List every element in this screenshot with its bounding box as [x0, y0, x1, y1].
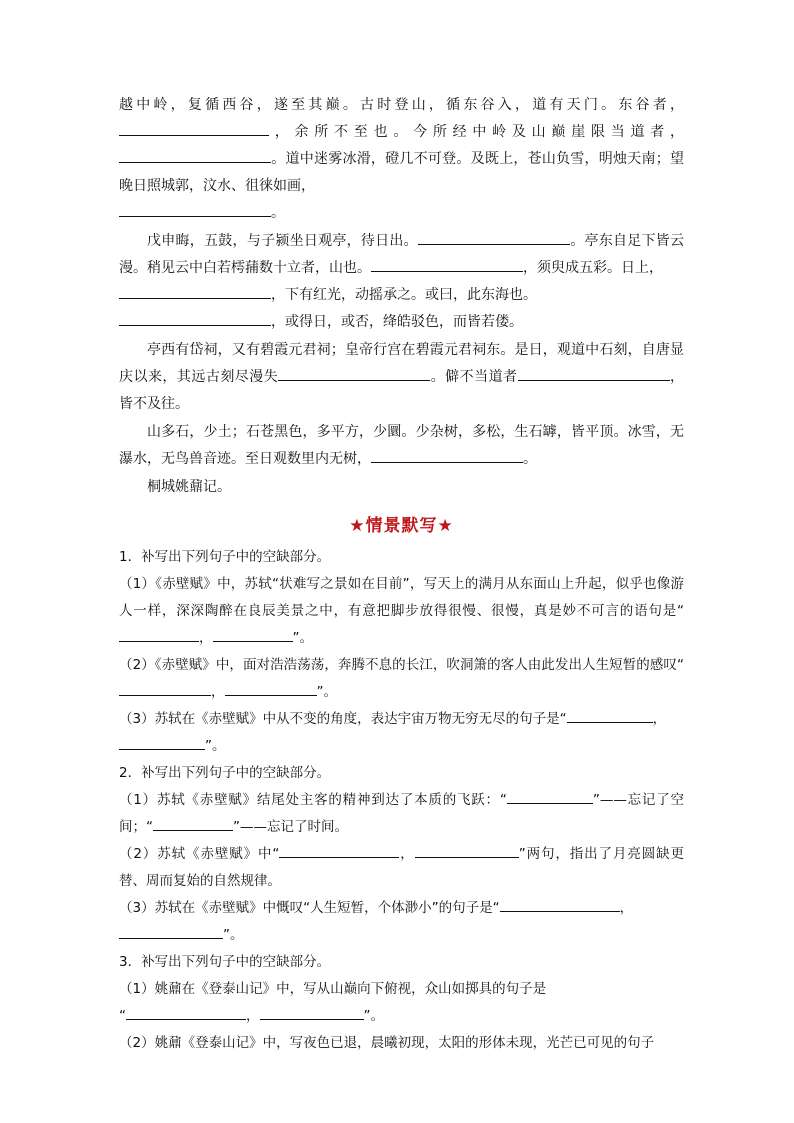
answer-blank[interactable] — [567, 710, 653, 723]
answer-blank[interactable] — [260, 1007, 364, 1020]
question-text: ”——忘记了空间；“ — [119, 792, 684, 835]
question-text: ”。 — [292, 630, 313, 646]
question-text: （1）苏轼《赤壁赋》结尾处主客的精神到达了本质的飞跃：“ — [119, 792, 507, 808]
answer-blank[interactable] — [213, 629, 293, 642]
question-text: ”。 — [223, 927, 244, 943]
passage-signature: 桐城姚鼐记。 — [147, 479, 231, 495]
question-text: （2）《赤壁赋》中，面对浩浩荡荡，奔腾不息的长江，吹洞箫的客人由此发出人生短暂的感叹“ — [119, 657, 684, 673]
passage-paragraph-3 — [119, 337, 684, 418]
question-item — [119, 976, 684, 1030]
question-text: ， — [652, 711, 667, 727]
question-text: ， — [619, 900, 634, 916]
question-item — [119, 571, 684, 652]
question-title: 3．补写出下列句子中的空缺部分。 — [119, 954, 331, 970]
answer-blank[interactable] — [371, 259, 523, 272]
question-text: （1）姚鼐在《登泰山记》中，写从山巅向下俯视，众山如掷具的句子是 — [119, 981, 547, 997]
passage-text: 戊申晦，五鼓，与子颍坐日观亭，待日出。 — [147, 233, 418, 249]
answer-blank[interactable] — [415, 845, 519, 858]
answer-blank[interactable] — [371, 450, 523, 463]
document-content — [119, 92, 684, 1057]
passage-paragraph-4 — [119, 419, 684, 473]
passage-text: 山多石，少土；石苍黑色，多平方，少圜。少杂树，多松，生石罅，皆平顶。冰雪，无瀑水，无鸟兽音迹。至日观数里内无树， — [119, 424, 684, 467]
question-text: ”。 — [316, 684, 337, 700]
question-text: ， — [399, 846, 415, 862]
passage-text: 。 — [523, 451, 537, 467]
section-title: ★情景默写★ — [349, 516, 454, 536]
passage-paragraph-2 — [119, 228, 684, 336]
question-text: （2）姚鼐《登泰山记》中，写夜色已退，晨曦初现，太阳的形体未现，光芒已可见的句子 — [119, 1035, 655, 1051]
answer-blank[interactable] — [518, 368, 670, 381]
answer-blank[interactable] — [119, 313, 271, 326]
question-text: ”两句，指出了月亮圆缺更替、周而复始的自然规律。 — [119, 846, 685, 889]
question-text: ， — [246, 1008, 260, 1024]
answer-blank[interactable] — [507, 791, 593, 804]
question-text: ”——忘记了时间。 — [233, 819, 348, 835]
passage-paragraph-1 — [119, 92, 684, 227]
question-item — [119, 895, 684, 949]
passage-text: ，皆不及往。 — [119, 369, 685, 412]
passage-text: ，须臾成五彩。日上， — [523, 260, 663, 276]
answer-blank[interactable] — [500, 899, 620, 912]
question-text: ， — [211, 684, 225, 700]
passage-text: ，余所不至也。今所经中岭及山巅崖限当道者， — [269, 124, 684, 140]
question-text: ”。 — [363, 1008, 384, 1024]
answer-blank[interactable] — [119, 737, 205, 750]
question-text: ， — [199, 630, 213, 646]
question-text: （1）《赤壁赋》中，苏轼“状难写之景如在目前”，写天上的满月从东面山上升起，似乎也像游人一样，深深陶醉在良辰美景之中，有意把脚步放得很慢、很慢，真是妙不可言的语句是“ — [119, 576, 684, 619]
question-item — [119, 787, 684, 841]
answer-blank[interactable] — [119, 150, 271, 163]
question-title: 2．补写出下列句子中的空缺部分。 — [119, 765, 331, 781]
passage-text: 亭西有岱祠，又有碧霞元君祠；皇帝行宫在碧霞元君祠东。是日，观道中石刻，自唐显庆以来，其远古刻尽漫失 — [119, 342, 684, 385]
passage-text: 越中岭，复循西谷，遂至其巅。古时登山，循东谷入，道有天门。东谷者， — [119, 97, 684, 113]
answer-blank[interactable] — [119, 683, 211, 696]
answer-blank[interactable] — [126, 1007, 246, 1020]
question-title: 1．补写出下列句子中的空缺部分。 — [119, 549, 331, 565]
question-item — [119, 706, 684, 760]
question-item — [119, 652, 684, 706]
question-text: （3）苏轼在《赤壁赋》中从不变的角度，表达宇宙万物无穷无尽的句子是“ — [119, 711, 567, 727]
passage-text: 。僻不当道者 — [430, 369, 518, 385]
passage-text: ，下有红光，动摇承之。或曰，此东海也。 — [271, 287, 537, 303]
passage-text: 。亭东自足下皆云漫。稍见云中白若樗蒱数十立者，山也。 — [119, 233, 685, 276]
answer-blank[interactable] — [119, 286, 271, 299]
passage-text: 。道中迷雾冰滑，磴几不可登。及既上，苍山负雪，明烛天南；望晚日照城郭，汶水、徂徕如画， — [119, 151, 684, 194]
question-text: （2）苏轼《赤壁赋》中“ — [119, 846, 280, 862]
question-item — [119, 1030, 684, 1057]
answer-blank[interactable] — [278, 368, 430, 381]
answer-blank[interactable] — [119, 926, 223, 939]
question-text: ”。 — [205, 738, 226, 754]
answer-blank[interactable] — [119, 123, 269, 136]
answer-blank[interactable] — [153, 818, 233, 831]
answer-blank[interactable] — [418, 232, 570, 245]
question-text: “ — [119, 1008, 126, 1024]
question-item — [119, 841, 684, 895]
answer-blank[interactable] — [119, 629, 199, 642]
answer-blank[interactable] — [225, 683, 317, 696]
answer-blank[interactable] — [119, 204, 271, 217]
passage-text: ，或得日，或否，绛皓驳色，而皆若偻。 — [271, 314, 523, 330]
passage-text: 。 — [271, 205, 285, 221]
answer-blank[interactable] — [279, 845, 399, 858]
question-text: （3）苏轼在《赤壁赋》中慨叹“人生短暂，个体渺小”的句子是“ — [119, 900, 500, 916]
